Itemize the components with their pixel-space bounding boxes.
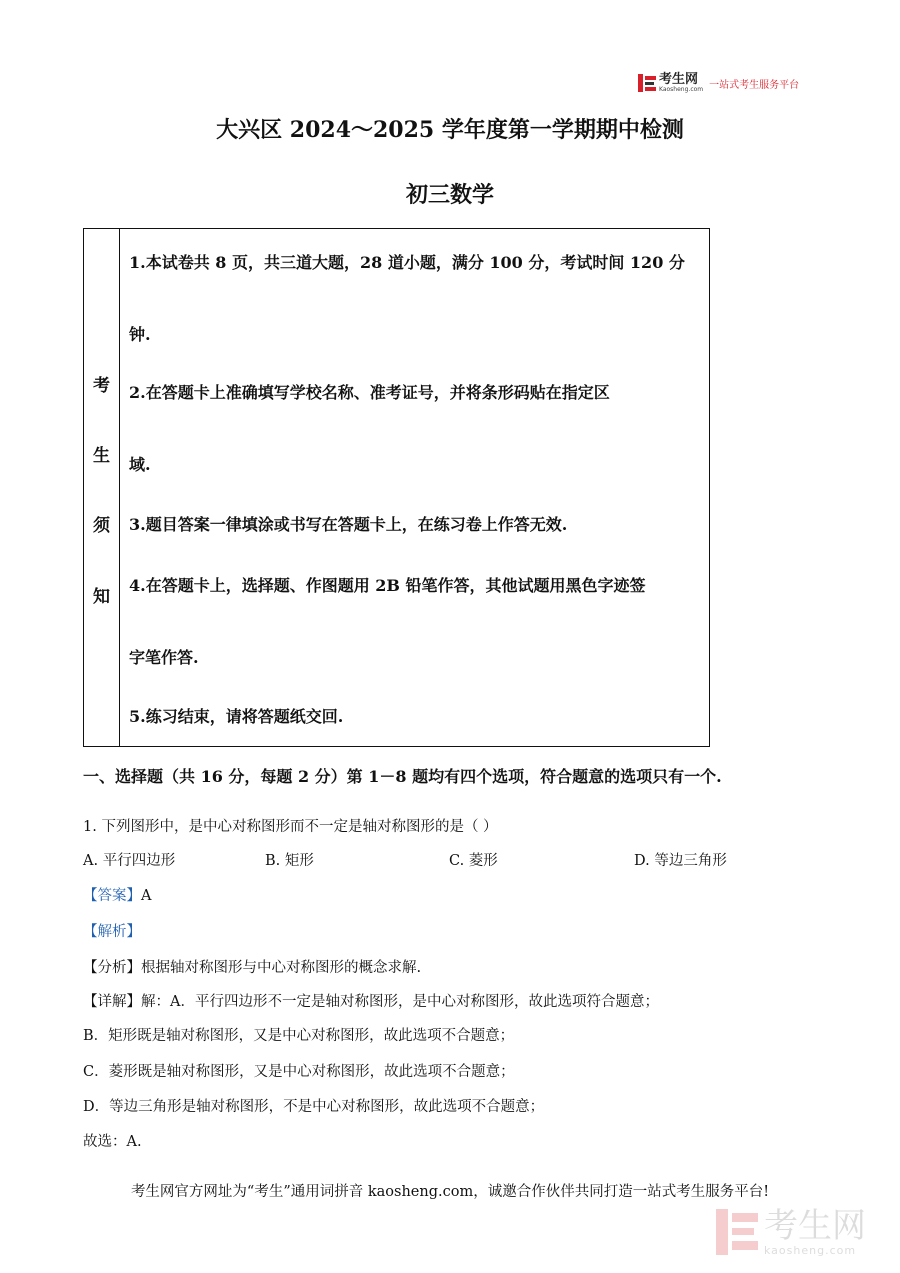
page-footer: 考生网官方网址为“考生”通用词拼音 kaosheng.com，诚邀合作伙伴共同打造一站式考生服务平台!	[130, 1184, 770, 1200]
notice-label-char: 知	[93, 587, 110, 607]
notice-line: 5.练习结束，请将答题纸交回.	[129, 707, 344, 726]
notice-line: 4.在答题卡上，选择题、作图题用 2B 铅笔作答，其他试题用黑色字迹签	[129, 576, 646, 595]
exam-subtitle: 初三数学	[405, 182, 494, 208]
logo-name: 考生网	[659, 72, 699, 87]
detail-line: D．等边三角形是轴对称图形，不是中心对称图形，故此选项不合题意；	[83, 1099, 545, 1115]
option-d: D. 等边三角形	[634, 853, 727, 869]
xiangjie-line	[83, 990, 659, 1011]
question-stem: 1. 下列图形中，是中心对称图形而不一定是轴对称图形的是（ ）	[83, 819, 498, 835]
section-heading: 一、选择题（共 16 分，每题 2 分）第 1－8 题均有四个选项，符合题意的选项只有一个.	[83, 767, 722, 786]
answer-tag: 【答案】	[83, 888, 141, 904]
watermark-logo-icon	[716, 1209, 758, 1255]
answer-line	[83, 884, 151, 905]
option-c: C. 菱形	[449, 853, 498, 869]
logo-url: Kaosheng.com	[659, 86, 704, 93]
fenxi-line	[83, 956, 421, 977]
watermark-name: 考生网	[764, 1205, 866, 1246]
detail-line: B．矩形既是轴对称图形，又是中心对称图形，故此选项不合题意；	[83, 1028, 515, 1044]
fenxi-tag: 【分析】	[83, 960, 141, 976]
notice-label-column	[84, 229, 120, 746]
notice-line: 3.题目答案一律填涂或书写在答题卡上，在练习卷上作答无效.	[129, 515, 568, 534]
detail-line: C．菱形既是轴对称图形，又是中心对称图形，故此选项不合题意；	[83, 1064, 515, 1080]
header-logo	[638, 72, 799, 94]
option-b: B. 矩形	[265, 853, 314, 869]
notice-label-char: 考	[93, 376, 110, 396]
notice-line: 字笔作答.	[129, 648, 199, 667]
watermark-url: kaosheng.com	[764, 1243, 857, 1257]
notice-label-char: 生	[93, 446, 110, 466]
xiangjie-tag: 【详解】	[83, 994, 141, 1010]
xiangjie-text: 解：A．平行四边形不一定是轴对称图形，是中心对称图形，故此选项符合题意；	[141, 994, 659, 1010]
logo-text	[659, 73, 703, 93]
kaosheng-logo-icon	[638, 74, 656, 92]
notice-line: 域.	[129, 455, 151, 474]
logo-slogan: 一站式考生服务平台	[709, 79, 800, 91]
notice-line: 2.在答题卡上准确填写学校名称、准考证号，并将条形码贴在指定区	[129, 383, 610, 402]
candidate-notice-box	[83, 228, 710, 747]
fenxi-text: 根据轴对称图形与中心对称图形的概念求解.	[141, 960, 422, 976]
watermark-text	[764, 1205, 866, 1257]
analysis-tag: 【解析】	[83, 924, 141, 940]
exam-title: 大兴区 2024～2025 学年度第一学期期中检测	[216, 117, 684, 143]
detail-line: 故选：A.	[83, 1134, 142, 1150]
notice-label-char: 须	[93, 516, 110, 536]
answer-value: A	[141, 888, 152, 904]
notice-line: 1.本试卷共 8 页，共三道大题，28 道小题，满分 100 分，考试时间 120 分	[129, 253, 685, 272]
watermark	[716, 1206, 886, 1258]
notice-line: 钟.	[129, 325, 151, 344]
option-a: A. 平行四边形	[83, 853, 176, 869]
